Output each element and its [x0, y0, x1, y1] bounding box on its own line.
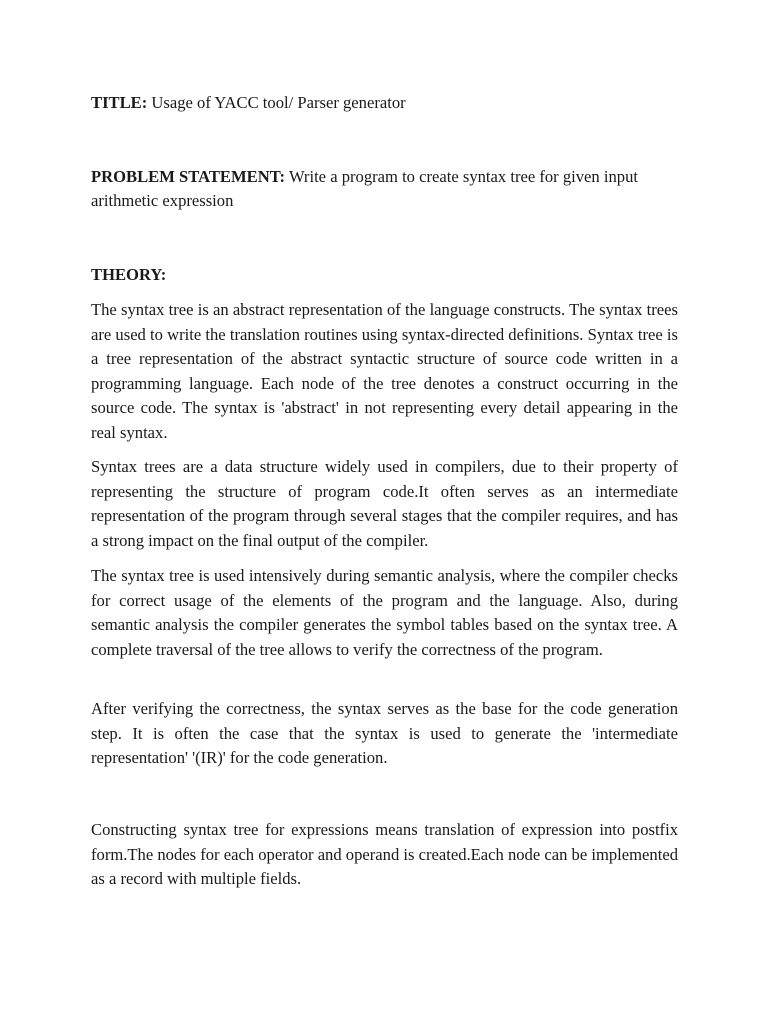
theory-paragraph-2: Syntax trees are a data structure widely used in compilers, due to their property of representing the structure of program code.It often serves as an intermediate representation of the program through several stages that the compiler requires, and has a strong impact on the final output of the compiler.	[91, 457, 678, 550]
problem-statement-text-2: arithmetic expression	[91, 191, 234, 210]
title-text: Usage of YACC tool/ Parser generator	[151, 93, 406, 112]
problem-statement-label: PROBLEM STATEMENT:	[91, 167, 286, 186]
theory-paragraph-5: Constructing syntax tree for expressions means translation of expression into postfix form.The nodes for each operator and operand is created.Each node can be implemented as a record with multiple fields.	[91, 820, 678, 888]
theory-paragraph-3: The syntax tree is used intensively during semantic analysis, where the compiler checks for correct usage of the elements of the program and the language. Also, during semantic analysis the compiler generates the symbol tables based on the syntax tree. A complete traversal of the tree allows to verify the correctness of the program.	[91, 566, 678, 659]
problem-statement-text-1: Write a program to create syntax tree for given input	[288, 167, 638, 186]
title-line	[91, 91, 406, 115]
problem-statement-line-2	[91, 189, 233, 213]
theory-paragraph-1: The syntax tree is an abstract representation of the language constructs. The syntax trees are used to write the translation routines using syntax-directed definitions. Syntax tree is a tree representation of the abstract syntactic structure of source code written in a programming language. Each node of the tree denotes a construct occurring in the source code. The syntax is 'abstract' in not representing every detail appearing in the real syntax.	[91, 300, 678, 442]
theory-heading: THEORY:	[91, 265, 167, 284]
theory-paragraph-4: After verifying the correctness, the syntax serves as the base for the code generation step. It is often the case that the syntax is used to generate the 'intermediate representation' '(IR)' for the code generation.	[91, 699, 678, 767]
title-label: TITLE:	[91, 93, 148, 112]
problem-statement-line-1	[91, 165, 638, 189]
